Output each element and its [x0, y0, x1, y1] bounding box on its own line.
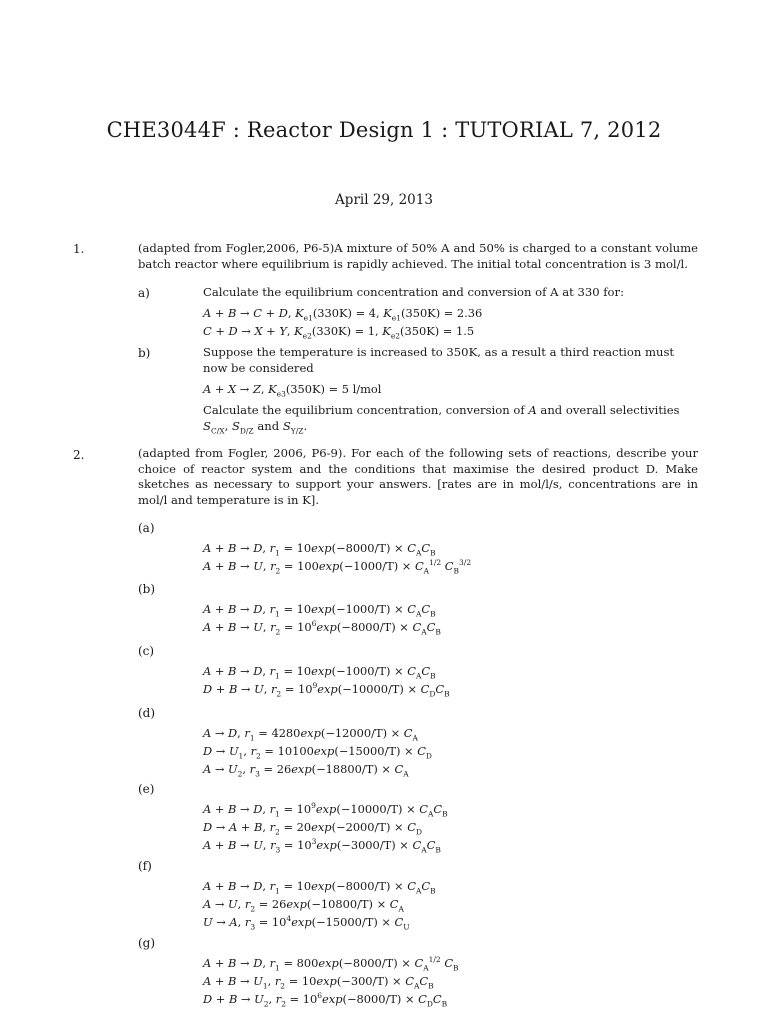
equation-line: $D + B \to U_2$, $r_2 = 10^6\exp(-8000/T) \times C_DC_B$ — [203, 991, 448, 1009]
question-1b-eq — [203, 380, 381, 398]
question-1a-eq2: C + D → X + Y, $K_{e2}(330K) = 1$, $K_{e2}(350K) = 1.5$ — [203, 324, 475, 341]
equation-line: A + B → D, $r_1 = 10\exp(-8000/T) \times C_AC_B$ — [203, 541, 436, 558]
question-2-text: (adapted from Fogler, 2006, P6-9). For each of the following sets of reactions, describe your choice of reactor system and the conditions that maximise the desired product D. Make sketches as necessary to support your answers. [rates are in mol/l/s, concentrations are in mol/l and temperature is in K]. — [138, 446, 698, 507]
question-1a-eq1: A + B → C + D, $K_{e1}(330K) = 4$, $K_{e1}(350K) = 2.36$ — [203, 306, 483, 323]
question-2-part-equations — [203, 539, 471, 575]
equation-line: A + B → D, $r_1 = 10\exp(-8000/T) \times C_AC_B$ — [203, 879, 436, 896]
equation-line: A + B → D, $r_1 = 10^9\exp(-10000/T) \times C_AC_B$ — [203, 801, 448, 819]
equation-line: A → D, $r_1 = 4280\exp(-12000/T) \times C_A$ — [203, 726, 418, 743]
question-2-part-label: (f) — [138, 859, 152, 873]
question-2-part-equations — [203, 800, 448, 854]
equation-line: A + B → U, $r_2 = 100\exp(-1000/T) \times C_A^{1/2}$ $C_B^{3/2}$ — [203, 558, 472, 576]
question-2-part-equations — [203, 662, 450, 698]
question-1b-text2: Calculate the equilibrium concentration, conversion of A and overall selectivities $S_{C/X}$, $S_{D/Z}$ and $S_{Y/Z}$. — [203, 403, 680, 435]
document-title: CHE3044F : Reactor Design 1 : TUTORIAL 7, 2012 — [106, 118, 662, 142]
question-2-part-label: (a) — [138, 521, 155, 535]
question-2-number: 2. — [73, 448, 85, 462]
equation-line: A + B → U, $r_3 = 10^3\exp(-3000/T) \times C_AC_B$ — [203, 837, 441, 855]
equation-line: $D \to U_1$, $r_2 = 10100\exp(-15000/T) \times C_D$ — [203, 744, 432, 761]
document-date: April 29, 2013 — [335, 192, 433, 208]
equation-line: A + B → D, $r_1 = 10\exp(-1000/T) \times C_AC_B$ — [203, 664, 436, 681]
question-1b-label: b) — [138, 346, 151, 360]
question-2-part-equations — [203, 954, 459, 1008]
question-2-part-label: (g) — [138, 936, 156, 950]
question-1-text: (adapted from Fogler,2006, P6-5)A mixture of 50% A and 50% is charged to a constant volume batch reactor where equilibrium is rapidly achieved. The initial total concentration is 3 mol/l. — [138, 241, 698, 271]
equation-line: A → U, $r_2 = 26\exp(-10800/T) \times C_A$ — [203, 897, 404, 914]
equation-line: $A + B \to U_1$, $r_2 = 10\exp(-300/T) \times C_AC_B$ — [203, 974, 434, 991]
question-2-part-label: (d) — [138, 706, 156, 720]
equation-line: A + B → D, $r_1 = 800\exp(-8000/T) \times C_A^{1/2}$ $C_B$ — [203, 955, 459, 973]
question-1b-text: Suppose the temperature is increased to 350K, as a result a third reaction must now be considered — [203, 345, 675, 375]
question-2-part-equations — [203, 600, 441, 636]
equation-line: A + B → U, $r_2 = 10^6\exp(-8000/T) \times C_AC_B$ — [203, 619, 441, 637]
question-1a-equations — [203, 304, 482, 340]
question-2-part-label: (e) — [138, 782, 155, 796]
question-2-part-label: (b) — [138, 582, 156, 596]
question-2-part-label: (c) — [138, 644, 155, 658]
question-1a-text: Calculate the equilibrium concentration and conversion of A at 330 for: — [203, 285, 624, 299]
equation-line: A + B → D, $r_1 = 10\exp(-1000/T) \times C_AC_B$ — [203, 602, 436, 619]
question-2-part-equations — [203, 724, 432, 778]
question-2-part-equations — [203, 877, 436, 931]
equation-line: $A \to U_2$, $r_3 = 26\exp(-18800/T) \times C_A$ — [203, 762, 409, 779]
equation-line: D → A + B, $r_2 = 20\exp(-2000/T) \times C_D$ — [203, 820, 422, 837]
question-1a-label: a) — [138, 286, 150, 300]
equation-line: D + B → U, $r_2 = 10^9\exp(-10000/T) \times C_DC_B$ — [203, 681, 450, 699]
question-1-number: 1. — [73, 242, 85, 256]
question-1b-eq1: A + X → Z, $K_{e3}(350K) = 5$ l/mol — [203, 382, 382, 399]
equation-line: U → A, $r_3 = 10^4\exp(-15000/T) \times C_U$ — [203, 914, 410, 932]
